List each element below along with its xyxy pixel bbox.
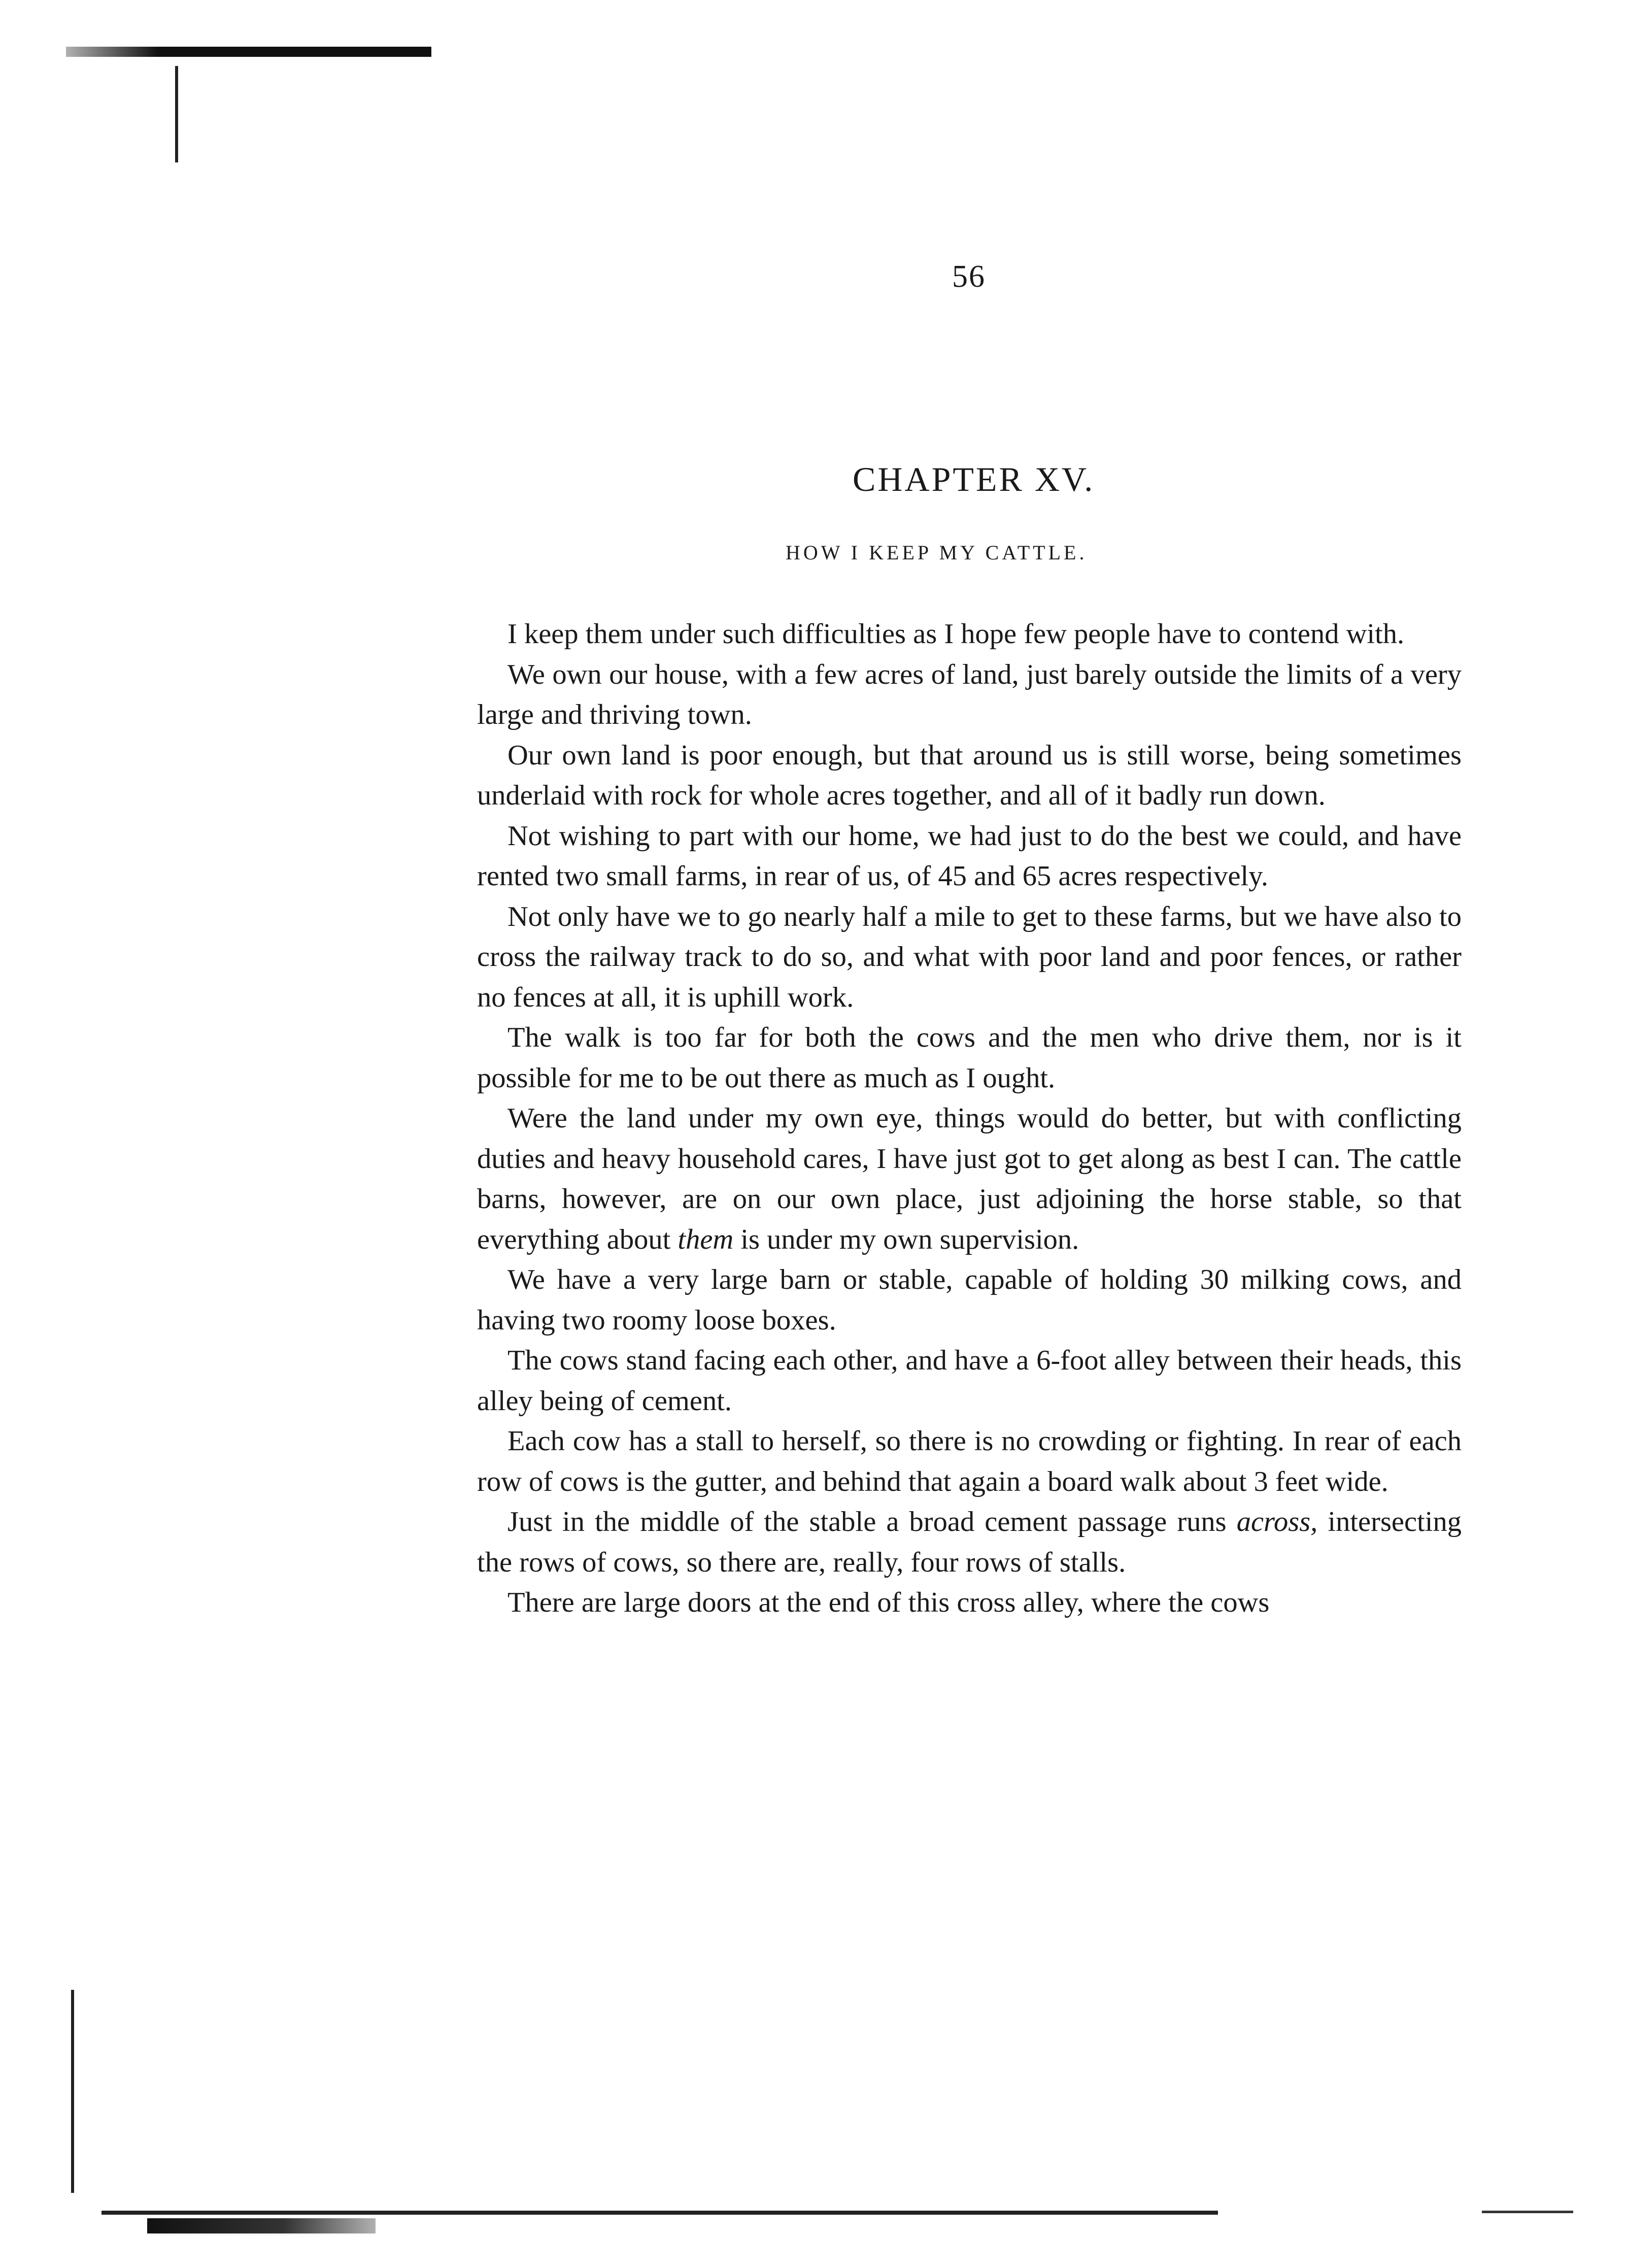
paragraph: We own our house, with a few acres of land, just barely outside the limits of a very large and thriving town.: [477, 658, 1462, 730]
scan-edge-bottom-rule: [101, 2211, 1218, 2215]
paragraph: We have a very large barn or stable, capable of holding 30 milking cows, and having two roomy loose boxes.: [477, 1264, 1462, 1336]
scan-edge-left-mark-top: [175, 66, 178, 162]
paragraph: Our own land is poor enough, but that around us is still worse, being sometimes underlaid with rock for whole acres together, and all of it badly run down.: [477, 739, 1462, 811]
chapter-title: CHAPTER XV.: [853, 460, 1095, 498]
paragraph: Not wishing to part with our home, we had just to do the best we could, and have rented two small farms, in rear of us, of 45 and 65 acres respectively.: [477, 820, 1462, 892]
paragraph: There are large doors at the end of this cross alley, where the cows: [507, 1587, 1270, 1618]
chapter-body: [477, 614, 1462, 1623]
page-number: 56: [952, 259, 986, 294]
scan-edge-top-rule: [66, 47, 431, 57]
paragraph: [477, 1502, 1462, 1583]
paragraph: Not only have we to go nearly half a mile to get to these farms, but we have also to cross the railway track to do so, and what with poor land and poor fences, or rather no fences at all, it is uphill work.: [477, 900, 1462, 1013]
scan-edge-bottom-rule-right: [1482, 2211, 1573, 2213]
paragraph-text: intersecting the rows of cows, so there are, really, four rows of stalls.: [477, 1506, 1462, 1578]
paragraph: The walk is too far for both the cows and the men who drive them, nor is it possible for me to be out there as much as I ought.: [477, 1022, 1462, 1094]
paragraph: [477, 1098, 1462, 1260]
paragraph-text: Just in the middle of the stable a broad cement passage runs: [507, 1506, 1237, 1538]
paragraph-text: Were the land under my own eye, things would do better, but with conflicting duties and heavy household cares, I have just got to get along as best I can. The cattle barns, however, are on our own place, just adjoining the horse stable, so that everything about: [477, 1103, 1462, 1255]
scan-edge-left-mark-bottom: [71, 1990, 74, 2193]
paragraph: I keep them under such difficulties as I hope few people have to contend with.: [507, 618, 1405, 650]
paragraph: Each cow has a stall to herself, so there is no crowding or fighting. In rear of each row of cows is the gutter, and behind that again a board walk about 3 feet wide.: [477, 1425, 1462, 1497]
paragraph: The cows stand facing each other, and have a 6-foot alley between their heads, this alley being of cement.: [477, 1345, 1462, 1417]
emphasized-word: them: [677, 1223, 734, 1255]
scan-edge-bottom-smudge: [147, 2218, 376, 2233]
paragraph-text: is under my own supervision.: [733, 1223, 1079, 1255]
emphasized-word: across,: [1236, 1506, 1318, 1538]
chapter-subtitle: HOW I KEEP MY CATTLE.: [786, 541, 1088, 564]
